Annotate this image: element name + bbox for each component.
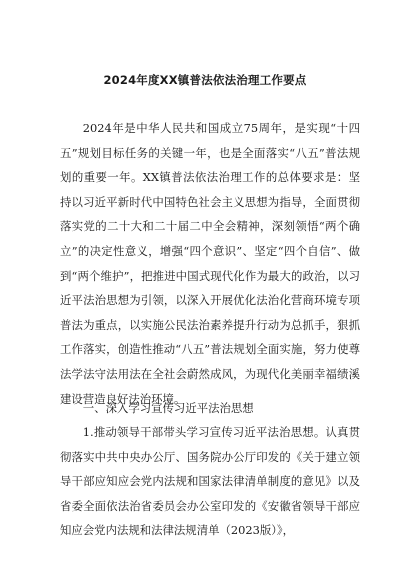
document-title: 2024年度XX镇普法依法治理工作要点 — [103, 73, 307, 87]
section-heading: 一、深入学习宣传习近平法治思想 — [82, 401, 254, 415]
item-paragraph: 1.推动领导干部带头学习宣传习近平法治思想。认真贯彻落实中共中央办公厅、国务院办公厅印发的《关于建立领导干部应知应会党内法规和国家法律清单制度的意见》以及省委全面依法治省委员会办公室印发的《安徽省领导干部应知应会党内法规和法律法规清单（2023版）》， — [60, 425, 360, 538]
intro-paragraph: 2024年是中华人民共和国成立75周年，是实现“十四五”规划目标任务的关键一年，也是全面落实“八五”普法规划的重要一年。XX镇普法依法治理工作的总体要求是：坚持以习近平新时代中国特色社会主义思想为指导，全面贯彻落实党的二十大和二十届二中全会精神，深刻领悟“两个确立”的决定性意义，增强“四个意识”、坚定“四个自信”、做到“两个维护”，把推进中国式现代化作为最大的政治，以习近平法治思想为引领，以深入开展优化法治化营商环境专项普法为重点，以实施公民法治素养提升行动为总抓手，狠抓工作落实，创造性推动“八五”普法规划全面实施，努力使尊法学法守法用法在全社会蔚然成风，为现代化美丽幸福绩溪建设营造良好法治环境。 — [60, 121, 360, 406]
